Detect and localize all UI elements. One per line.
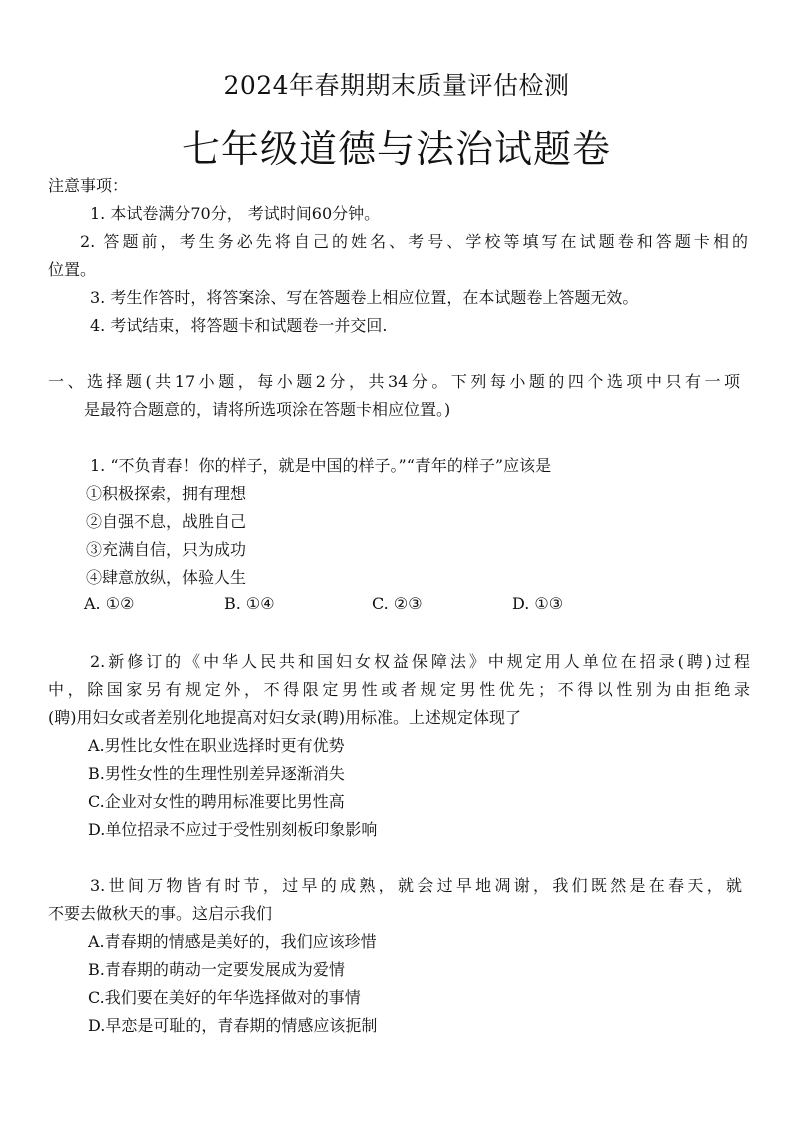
question-2-stem-line-1: 2.新修订的《中华人民共和国妇女权益保障法》中规定用人单位在招录(聘)过程 (90, 652, 750, 671)
notice-heading: 注意事项： (48, 176, 129, 195)
question-1-stem: 1. “不负青春！你的样子，就是中国的样子。”“青年的样子”应该是 (90, 456, 552, 475)
question-1-option-b: B. ①④ (224, 594, 275, 613)
question-1-item-4: ④肆意放纵，体验人生 (86, 568, 247, 587)
notice-item-3: 3. 考生作答时，将答案涂、写在答题卷上相应位置，在本试题卷上答题无效。 (90, 288, 639, 307)
question-1-option-a: A. ①② (84, 594, 135, 613)
question-3-option-c: C.我们要在美好的年华选择做对的事情 (88, 988, 361, 1007)
question-2-stem-line-3: (聘)用妇女或者差别化地提高对妇女录(聘)用标准。上述规定体现了 (48, 708, 521, 727)
exam-subtitle: 2024年春期期末质量评估检测 (223, 71, 570, 100)
question-2-option-b: B.男性女性的生理性别差异逐渐消失 (88, 764, 345, 783)
question-1-option-d: D. ①③ (512, 594, 564, 613)
notice-item-2-line-1: 2. 答题前，考生务必先将自己的姓名、考号、学校等填写在试题卷和答题卡相的 (80, 232, 748, 251)
question-3-stem-line-1: 3.世间万物皆有时节，过早的成熟，就会过早地凋谢，我们既然是在春天，就 (90, 876, 742, 895)
question-3-option-a: A.青春期的情感是美好的，我们应该珍惜 (88, 932, 377, 951)
section-1-instructions-line-1: 一、选择题(共17小题，每小题2分，共34分。下列每小题的四个选项中只有一项 (48, 372, 740, 391)
notice-item-4: 4. 考试结束，将答题卡和试题卷一并交回. (90, 316, 388, 335)
notice-item-2-line-2: 位置。 (48, 260, 97, 279)
question-2-stem-line-2: 中，除国家另有规定外，不得限定男性或者规定男性优先；不得以性别为由拒绝录 (48, 680, 750, 699)
question-2-option-c: C.企业对女性的聘用标准要比男性高 (88, 792, 345, 811)
exam-title: 七年级道德与法治试题卷 (181, 127, 611, 171)
question-1-option-c: C. ②③ (372, 594, 423, 613)
notice-item-1: 1. 本试卷满分70分， 考试时间60分钟。 (90, 204, 381, 223)
question-2-option-d: D.单位招录不应过于受性别刻板印象影响 (88, 820, 378, 839)
question-2-option-a: A.男性比女性在职业选择时更有优势 (88, 736, 345, 755)
question-1-item-2: ②自强不息，战胜自己 (86, 512, 247, 531)
question-3-option-d: D.早恋是可耻的，青春期的情感应该扼制 (88, 1016, 378, 1035)
question-1-item-3: ③充满自信，只为成功 (86, 540, 247, 559)
section-1-instructions-line-2: 是最符合题意的，请将所选项涂在答题卡相应位置。) (84, 400, 451, 419)
question-1-item-1: ①积极探索，拥有理想 (86, 484, 247, 503)
question-3-stem-line-2: 不要去做秋天的事。这启示我们 (48, 904, 273, 923)
question-3-option-b: B.青春期的萌动一定要发展成为爱情 (88, 960, 345, 979)
